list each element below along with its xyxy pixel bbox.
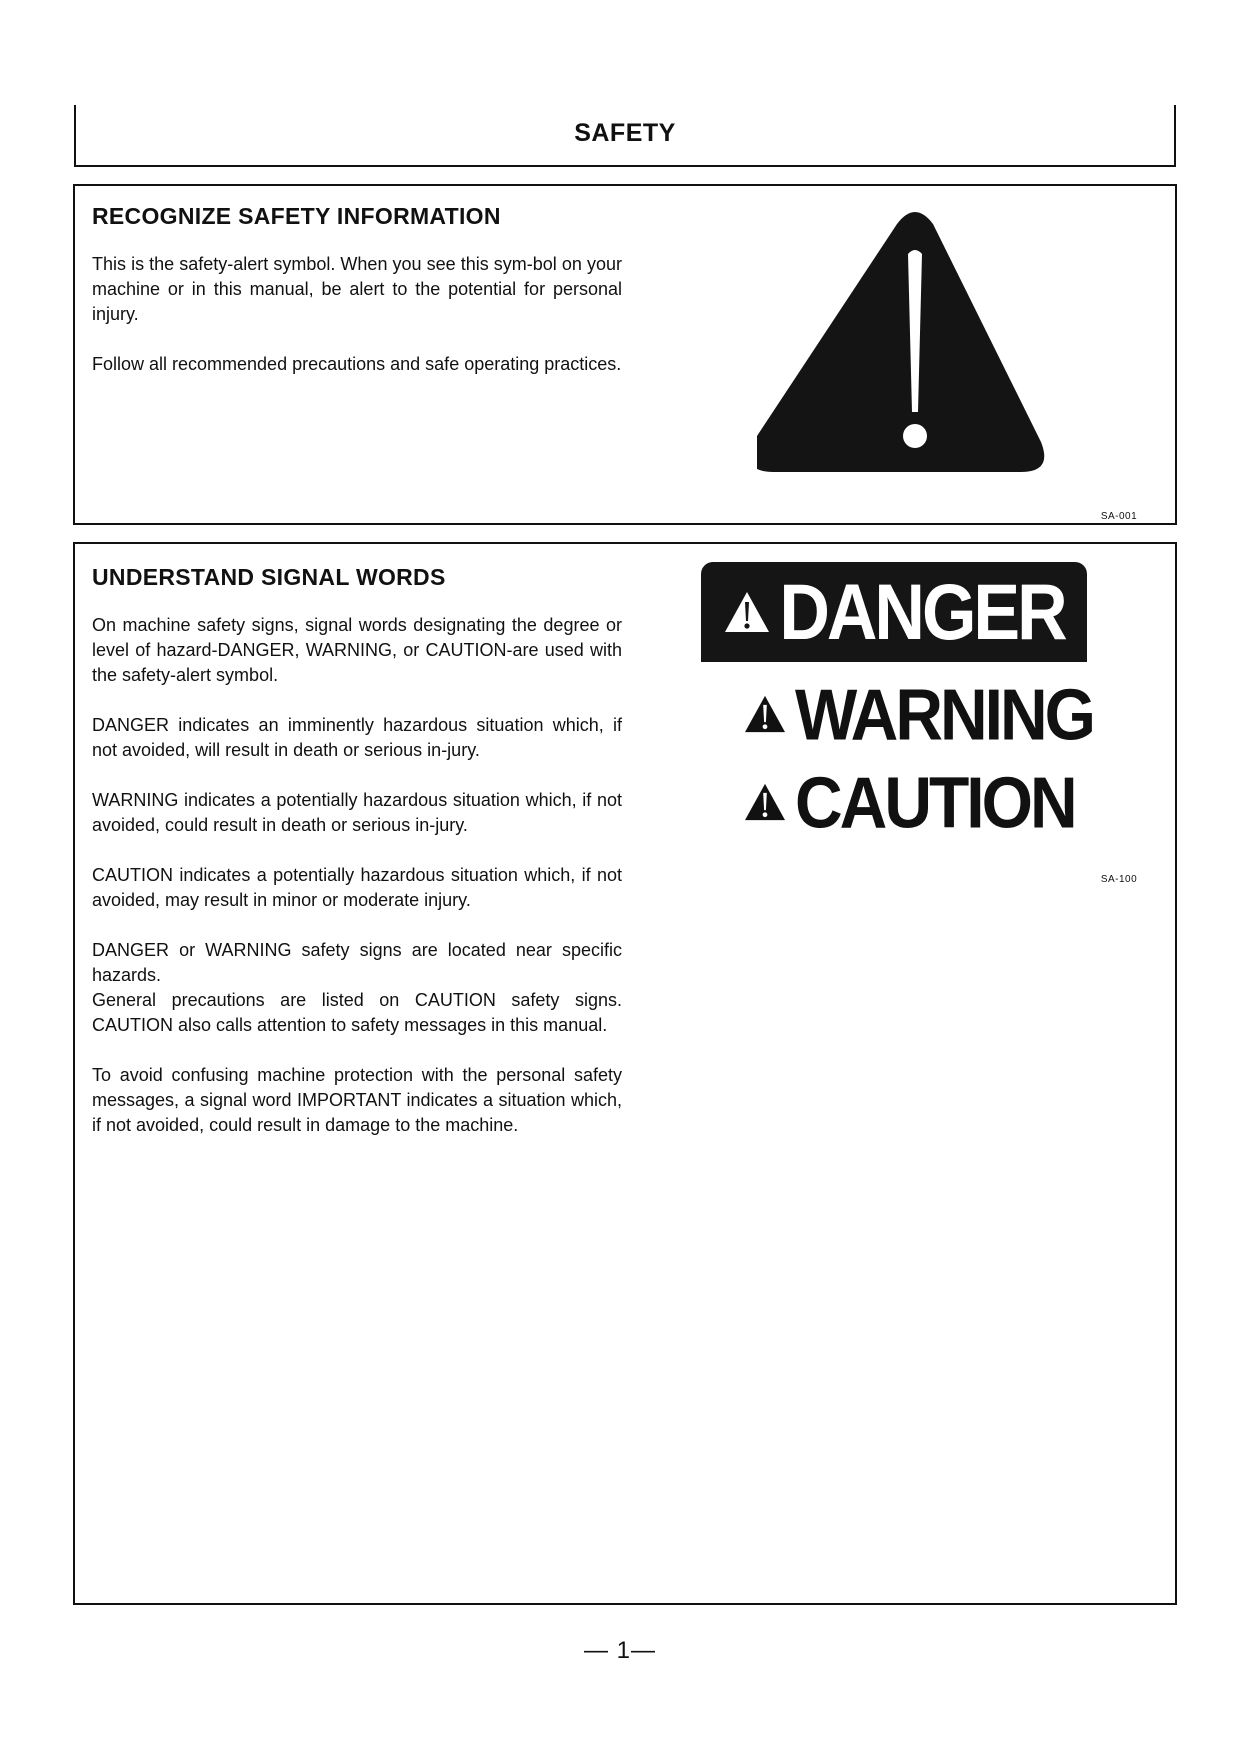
section-heading: RECOGNIZE SAFETY INFORMATION <box>92 203 501 229</box>
safety-alert-triangle-icon <box>757 206 1147 496</box>
paragraph: To avoid confusing machine protection with the personal safety messages, a signal word IMPORTANT indicates a situation which, if not avoided, could result in damage to the machine. <box>92 1065 622 1135</box>
paragraph: On machine safety signs, signal words designating the degree or level of hazard-DANGER, WARNING, or CAUTION-are used with the safety-alert symbol. <box>92 615 622 685</box>
page-header <box>74 105 1176 167</box>
paragraph: WARNING indicates a potentially hazardous situation which, if not avoided, could result in death or serious in-jury. <box>92 790 622 835</box>
figure-code: SA-001 <box>1100 511 1138 522</box>
paragraph: General precautions are listed on CAUTION safety signs. CAUTION also calls attention to safety messages in this manual. <box>92 990 622 1035</box>
safety-alert-triangle-icon <box>743 694 787 734</box>
danger-word: DANGER <box>779 568 1065 656</box>
section-recognize-safety-information <box>73 184 1177 525</box>
danger-sign <box>701 562 1087 662</box>
warning-sign <box>743 673 1093 755</box>
section-body <box>92 613 622 1163</box>
caution-word: CAUTION <box>795 761 1075 843</box>
caution-sign <box>743 761 1075 843</box>
section-body <box>92 252 622 377</box>
paragraph: CAUTION indicates a potentially hazardous situation which, if not avoided, may result in minor or moderate injury. <box>92 865 622 910</box>
safety-alert-triangle-icon <box>743 782 787 822</box>
section-understand-signal-words <box>73 542 1177 1605</box>
safety-alert-triangle-icon <box>723 590 771 634</box>
paragraph: DANGER indicates an imminently hazardous situation which, if not avoided, will result in death or serious in-jury. <box>92 715 622 760</box>
paragraph: This is the safety-alert symbol. When you see this sym-bol on your machine or in this manual, be alert to the potential for personal injury. <box>92 254 622 324</box>
page-number: — 1— <box>583 1637 656 1664</box>
figure-code: SA-100 <box>1100 874 1138 885</box>
paragraph: Follow all recommended precautions and safe operating practices. <box>92 354 622 374</box>
paragraph: DANGER or WARNING safety signs are located near specific hazards. <box>92 940 622 985</box>
section-heading: UNDERSTAND SIGNAL WORDS <box>92 564 446 590</box>
warning-word: WARNING <box>795 673 1093 755</box>
page-title: SAFETY <box>574 119 676 147</box>
